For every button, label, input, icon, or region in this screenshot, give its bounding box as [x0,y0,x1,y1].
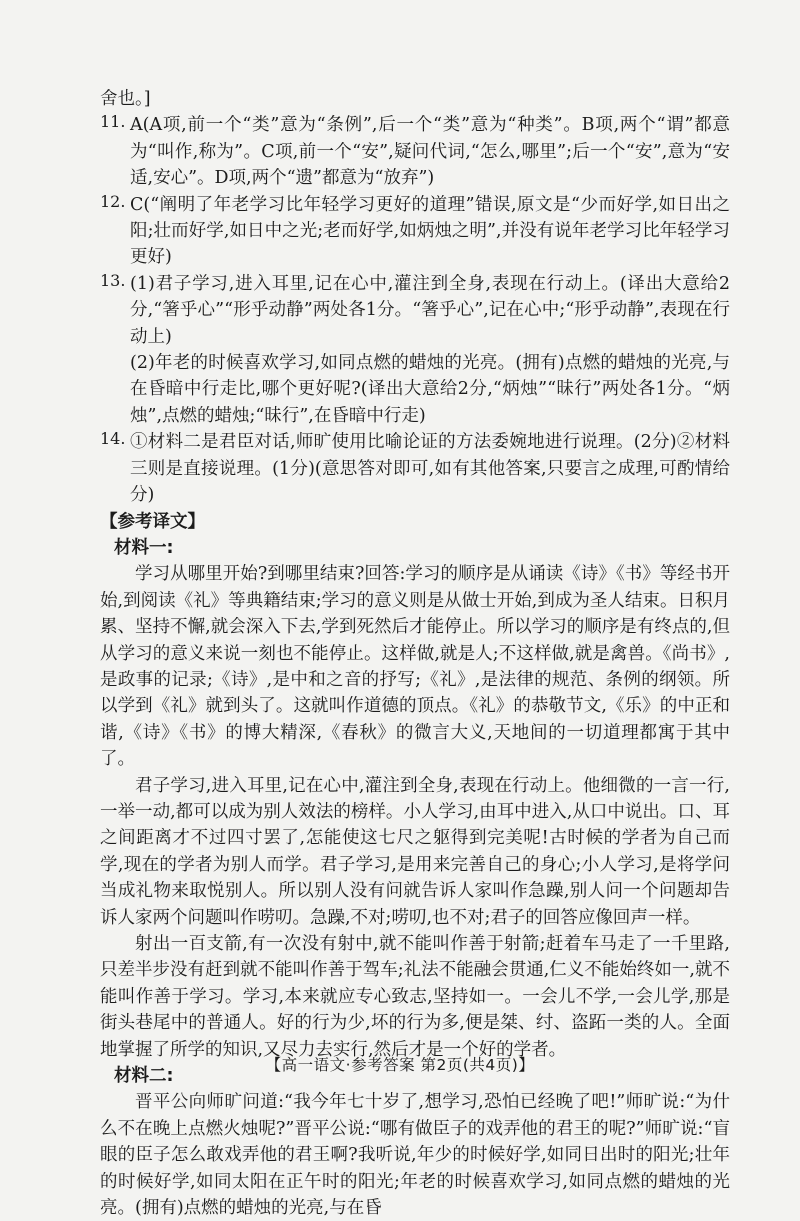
material-2-heading: 材料二: [114,1066,174,1087]
top-line: 舍也。] [100,89,151,109]
material-1-paragraph: 学习从哪里开始?到哪里结束?回答:学习的顺序是从诵读《诗》《书》等经书开始,到阅读《礼》等典籍结束;学习的意义则是从做士开始,到成为圣人结束。日积月累、坚持不懈,就会深入下去,学到死然后才能停止。所以学习的顺序是有终点的,但从学习的意义来说一刻也不能停止。这样做,就是人;不这样做,就是禽兽。《尚书》,是政事的记录;《诗》,是中和之音的抒写;《礼》,是法律的规范、条例的纲领。所以学到《礼》就到头了。这就叫作道德的顶点。《礼》的恭敬节文,《乐》的中正和谐,《诗》《书》的博大精深,《春秋》的微言大义,天地间的一切道理都寓于其中了。 [100,564,730,770]
answer-text: A(A项,前一个“类”意为“条例”,后一个“类”意为“种类”。B项,两个“谓”都意为“叫作,称为”。C项,前一个“安”,疑问代词,“怎么,哪里”;后一个“安”,意为“安适,安心”。D项,两个“遗”都意为“放弃”) [130,115,730,189]
answer-number: 13. [100,270,126,290]
answer-12 [100,192,730,271]
answer-number: 14. [100,429,126,449]
material-1-paragraph: 射出一百支箭,有一次没有射中,就不能叫作善于射箭;赶着车马走了一千里路,只差半步没有赶到就不能叫作善于驾车;礼法不能融会贯通,仁义不能始终如一,就不能叫作善于学习。学习,本来就应专心致志,坚持如一。一会儿不学,一会儿学,那是街头巷尾中的普通人。好的行为少,坏的行为多,便是桀、纣、盗跖一类的人。全面地掌握了所学的知识,又尽力去实行,然后才是一个好的学者。 [100,934,730,1060]
answer-text: C(“阐明了年老学习比年轻学习更好的道理”错误,原文是“少而好学,如日出之阳;壮而好学,如日中之光;老而好学,如炳烛之明”,并没有说年老学习比年轻学习更好) [130,194,730,268]
material-1-heading: 材料一: [114,537,174,558]
material-2-paragraph: 晋平公向师旷问道:“我今年七十岁了,想学习,恐怕已经晚了吧!”师旷说:“为什么不在晚上点燃火烛呢?”晋平公说:“哪有做臣子的戏弄他的君王的呢?”师旷说:“盲眼的臣子怎么敢戏弄他的君王啊?我听说,年少的时候好学,如同日出时的阳光;壮年的时候好学,如同太阳在正午时的阳光;年老的时候喜欢学习,如同点燃的蜡烛的光亮。(拥有)点燃的蜡烛的光亮,与在昏 [100,1092,730,1219]
answer-text: ①材料二是君臣对话,师旷使用比喻论证的方法委婉地进行说理。(2分)②材料三则是直接说理。(1分)(意思答对即可,如有其他答案,只要言之成理,可酌情给分) [130,432,730,506]
reference-translation-heading: 【参考译文】 [100,511,205,532]
material-1-paragraph: 君子学习,进入耳里,记在心中,灌注到全身,表现在行动上。他细微的一言一行,一举一动,都可以成为别人效法的榜样。小人学习,由耳中进入,从口中说出。口、耳之间距离才不过四寸罢了,怎能使这七尺之躯得到完美呢!古时候的学者为自己而学,现在的学者为别人而学。君子学习,是用来完善自己的身心;小人学习,是将学问当成礼物来取悦别人。所以别人没有问就告诉人家叫作急躁,别人问一个问题却告诉人家两个问题叫作唠叨。急躁,不对;唠叨,也不对;君子的回答应像回声一样。 [100,775,730,928]
answer-13 [100,271,730,429]
answer-14 [100,429,730,508]
answer-text-part-2: (2)年老的时候喜欢学习,如同点燃的蜡烛的光亮。(拥有)点燃的蜡烛的光亮,与在昏暗中行走比,哪个更好呢?(译出大意给2分,“炳烛”“昧行”两处各1分。“炳烛”,点燃的蜡烛;“昧行”,在昏暗中行走) [130,353,730,426]
answer-11 [100,112,730,191]
page-footer: 【高一语文·参考答案 第2页(共4页)】 [265,1056,535,1074]
answer-number: 12. [100,191,126,211]
answer-number: 11. [100,112,126,132]
answer-text-part-1: (1)君子学习,进入耳里,记在心中,灌注到全身,表现在行动上。(译出大意给2分,“箸乎心”“形乎动静”两处各1分。“箸乎心”,记在心中;“形乎动静”,表现在行动上) [130,273,730,347]
